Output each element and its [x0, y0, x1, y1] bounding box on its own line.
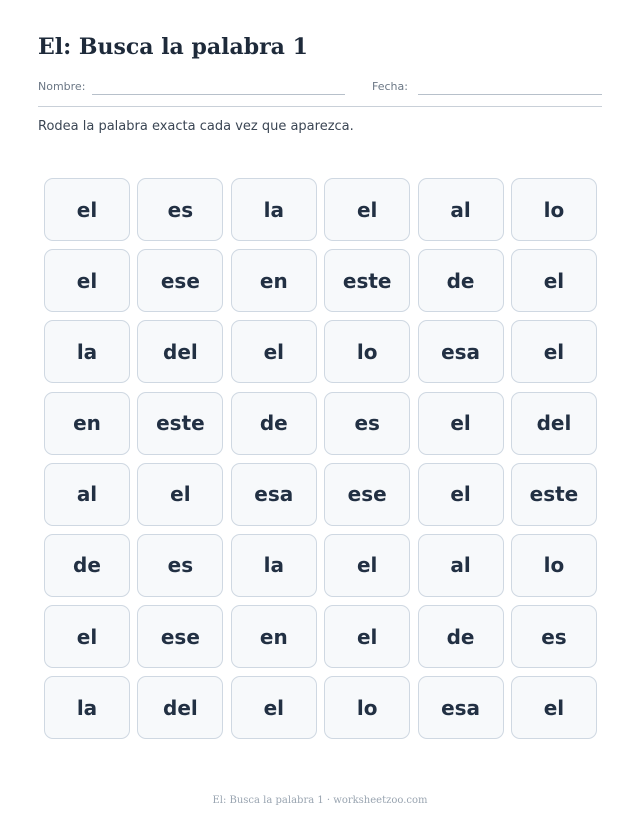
- word-cell[interactable]: al: [418, 534, 504, 597]
- word-cell[interactable]: en: [231, 249, 317, 312]
- word-cell[interactable]: lo: [324, 320, 410, 383]
- word-cell[interactable]: de: [231, 392, 317, 455]
- word-cell[interactable]: al: [44, 463, 130, 526]
- word-cell[interactable]: lo: [324, 676, 410, 739]
- word-cell[interactable]: lo: [511, 534, 597, 597]
- word-cell[interactable]: lo: [511, 178, 597, 241]
- word-cell[interactable]: el: [44, 178, 130, 241]
- word-cell[interactable]: este: [324, 249, 410, 312]
- word-cell[interactable]: el: [231, 320, 317, 383]
- word-cell[interactable]: el: [44, 605, 130, 668]
- word-cell[interactable]: la: [231, 178, 317, 241]
- word-cell[interactable]: el: [137, 463, 223, 526]
- word-cell[interactable]: es: [324, 392, 410, 455]
- worksheet-title: El: Busca la palabra 1: [38, 34, 308, 60]
- word-cell[interactable]: del: [137, 676, 223, 739]
- word-cell[interactable]: esa: [418, 676, 504, 739]
- word-cell[interactable]: del: [137, 320, 223, 383]
- word-cell[interactable]: ese: [137, 605, 223, 668]
- word-cell[interactable]: la: [44, 676, 130, 739]
- word-cell[interactable]: el: [44, 249, 130, 312]
- word-cell[interactable]: es: [137, 534, 223, 597]
- word-cell[interactable]: este: [137, 392, 223, 455]
- word-cell[interactable]: el: [324, 178, 410, 241]
- word-cell[interactable]: ese: [324, 463, 410, 526]
- word-cell[interactable]: es: [511, 605, 597, 668]
- header-divider: [38, 106, 602, 107]
- word-cell[interactable]: el: [324, 605, 410, 668]
- word-cell[interactable]: la: [44, 320, 130, 383]
- name-line: [92, 94, 345, 95]
- word-cell[interactable]: el: [231, 676, 317, 739]
- word-cell[interactable]: ese: [137, 249, 223, 312]
- footer: El: Busca la palabra 1 · worksheetzoo.com: [212, 795, 428, 806]
- instructions: Rodea la palabra exacta cada vez que aparezca.: [38, 119, 354, 134]
- word-cell[interactable]: el: [511, 320, 597, 383]
- word-cell[interactable]: este: [511, 463, 597, 526]
- word-cell[interactable]: de: [418, 249, 504, 312]
- word-cell[interactable]: del: [511, 392, 597, 455]
- date-label: Fecha:: [372, 80, 408, 93]
- word-cell[interactable]: el: [418, 392, 504, 455]
- word-cell[interactable]: el: [511, 676, 597, 739]
- date-line: [418, 94, 602, 95]
- word-cell[interactable]: la: [231, 534, 317, 597]
- word-cell[interactable]: en: [231, 605, 317, 668]
- word-cell[interactable]: en: [44, 392, 130, 455]
- word-cell[interactable]: esa: [231, 463, 317, 526]
- word-cell[interactable]: esa: [418, 320, 504, 383]
- word-cell[interactable]: de: [418, 605, 504, 668]
- word-cell[interactable]: de: [44, 534, 130, 597]
- word-cell[interactable]: es: [137, 178, 223, 241]
- name-label: Nombre:: [38, 80, 86, 93]
- word-cell[interactable]: el: [418, 463, 504, 526]
- word-cell[interactable]: el: [324, 534, 410, 597]
- word-cell[interactable]: al: [418, 178, 504, 241]
- word-cell[interactable]: el: [511, 249, 597, 312]
- word-grid: [44, 178, 597, 739]
